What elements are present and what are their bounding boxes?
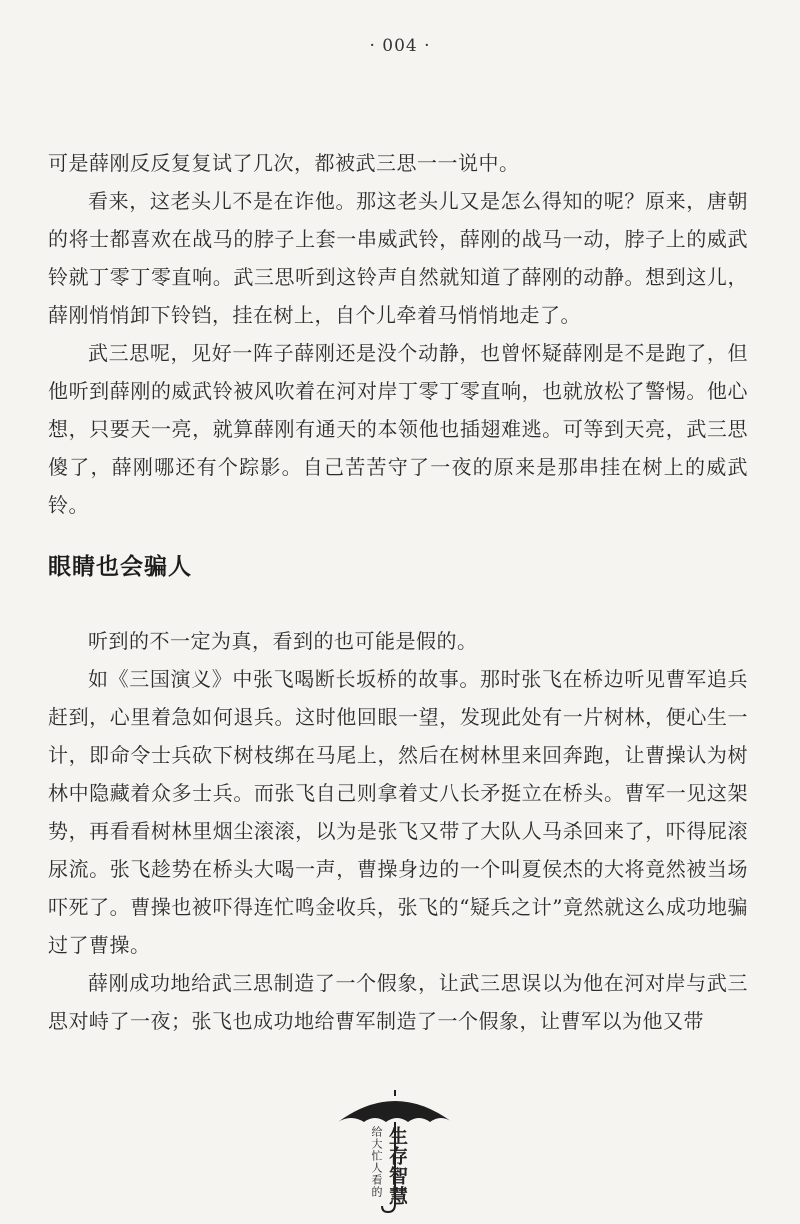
book-logo: [330, 1086, 460, 1216]
paragraph: 薛刚成功地给武三思制造了一个假象，让武三思误以为他在河对岸与武三思对峙了一夜；张飞也成功地给曹军制造了一个假象，让曹军以为他又带: [48, 971, 748, 1033]
paragraph: 可是薛刚反反复复试了几次，都被武三思一一说中。: [48, 151, 520, 175]
page-number: · 004 ·: [369, 36, 431, 56]
body-text-bottom: [48, 622, 748, 1040]
paragraph: 如《三国演义》中张飞喝断长坂桥的故事。那时张飞在桥边听见曹军追兵赶到，心里着急如何退兵。这时他回眼一望，发现此处有一片树林，便心生一计，即命令士兵砍下树枝绑在马尾上，然后在树林里来回奔跑，让曹操认为树林中隐藏着众多士兵。而张飞自己则拿着丈八长矛挺立在桥头。曹军一见这架势，再看看树林里烟尘滚滚，以为是张飞又带了大队人马杀回来了，吓得屁滚尿流。张飞趁势在桥头大喝一声，曹操身边的一个叫夏侯杰的大将竟然被当场吓死了。曹操也被吓得连忙鸣金收兵，张飞的“疑兵之计”竟然就这么成功地骗过了曹操。: [48, 667, 748, 957]
paragraph: 武三思呢，见好一阵子薛刚还是没个动静，也曾怀疑薛刚是不是跑了，但他听到薛刚的威武铃被风吹着在河对岸丁零丁零直响，也就放松了警惕。他心想，只要天一亮，就算薛刚有通天的本领他也插翅难逃。可等到天亮，武三思傻了，薛刚哪还有个踪影。自己苦苦守了一夜的原来是那串挂在树上的威武铃。: [48, 341, 748, 517]
book-title-big: 生存智慧: [386, 1126, 408, 1206]
book-title-small: 给大忙人看的: [370, 1126, 383, 1198]
paragraph: 看来，这老头儿不是在诈他。那这老头儿又是怎么得知的呢？原来，唐朝的将士都喜欢在战马的脖子上套一串威武铃，薛刚的战马一动，脖子上的威武铃就丁零丁零直响。武三思听到这铃声自然就知道了薛刚的动静。想到这儿，薛刚悄悄卸下铃铛，挂在树上，自个儿牵着马悄悄地走了。: [48, 189, 748, 327]
paragraph: 听到的不一定为真，看到的也可能是假的。: [88, 629, 478, 653]
section-title: 眼睛也会骗人: [48, 554, 192, 580]
body-text-top: [48, 144, 748, 524]
